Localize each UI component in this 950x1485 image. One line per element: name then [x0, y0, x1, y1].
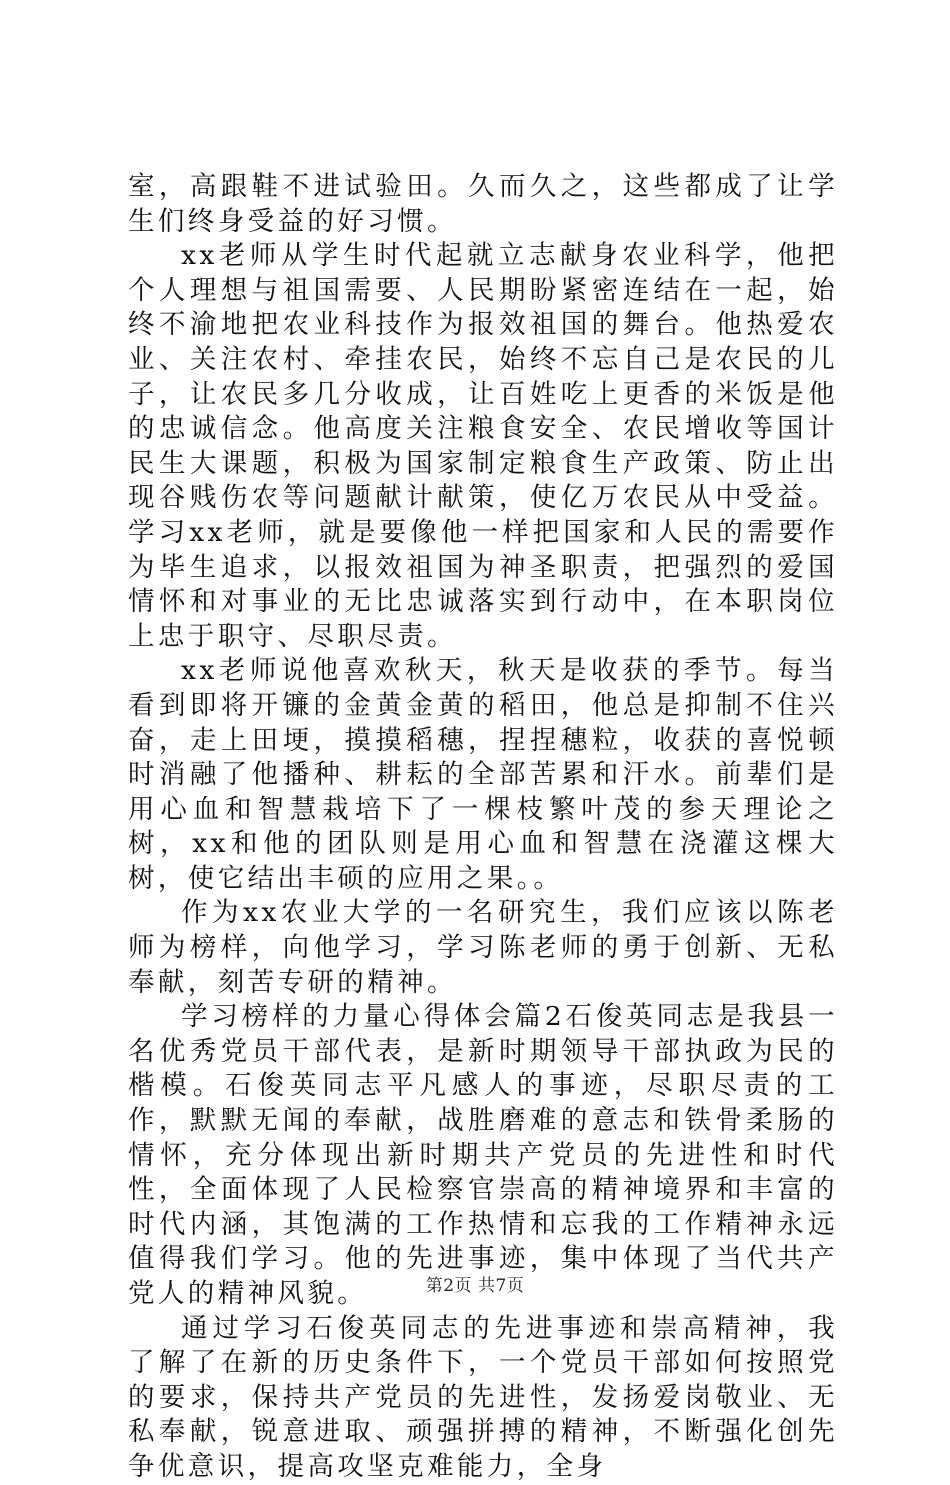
paragraph: xx老师说他喜欢秋天，秋天是收获的季节。每当看到即将开镰的金黄金黄的稻田，他总是抑制不住兴奋，走上田埂，摸摸稻穗，捏捏穗粒，收获的喜悦顿时消融了他播种、耕耘的全部苦累和汗水。前辈们是用心血和智慧栽培下了一棵枝繁叶茂的参天理论之树，xx和他的团队则是用心血和智慧在浇灌这棵大树，使它结出丰硕的应用之果。。 [128, 655, 838, 894]
paragraph: 学习榜样的力量心得体会篇2石俊英同志是我县一名优秀党员干部代表，是新时期领导干部执政为民的楷模。石俊英同志平凡感人的事迹，尽职尽责的工作，默默无闻的奉献，战胜磨难的意志和铁骨柔肠的情怀，充分体现出新时期共产党员的先进性和时代性，全面体现了人民检察官崇高的精神境界和丰富的时代内涵，其饱满的工作热情和忘我的工作精神永远值得我们学习。他的先进事迹，集中体现了当代共产党人的精神风貌。 [128, 1001, 838, 1309]
paragraph: 作为xx农业大学的一名研究生，我们应该以陈老师为榜样，向他学习，学习陈老师的勇于创新、无私奉献，刻苦专研的精神。 [128, 897, 838, 998]
page-number-footer: 第2页 共7页 [425, 1276, 525, 1296]
paragraph: 通过学习石俊英同志的先进事迹和崇高精神，我了解了在新的历史条件下，一个党员干部如何按照党的要求，保持共产党员的先进性，发扬爱岗敬业、无私奉献，锐意进取、顽强拼搏的精神，不断强化创先争优意识，提高攻坚克难能力，全身 [128, 1312, 838, 1482]
paragraph: xx老师从学生时代起就立志献身农业科学，他把个人理想与祖国需要、人民期盼紧密连结在一起，始终不渝地把农业科技作为报效祖国的舞台。他热爱农业、关注农村、牵挂农民，始终不忘自己是农民的儿子，让农民多几分收成，让百姓吃上更香的米饭是他的忠诚信念。他高度关注粮食安全、农民增收等国计民生大课题，积极为国家制定粮食生产政策、防止出现谷贱伤农等问题献计献策，使亿万农民从中受益。学习xx老师，就是要像他一样把国家和人民的需要作为毕生追求，以报效祖国为神圣职责，把强烈的爱国情怀和对事业的无比忠诚落实到行动中，在本职岗位上忠于职守、尽职尽责。 [128, 240, 838, 652]
paragraph-continuation: 室，高跟鞋不进试验田。久而久之，这些都成了让学生们终身受益的好习惯。 [128, 171, 838, 237]
